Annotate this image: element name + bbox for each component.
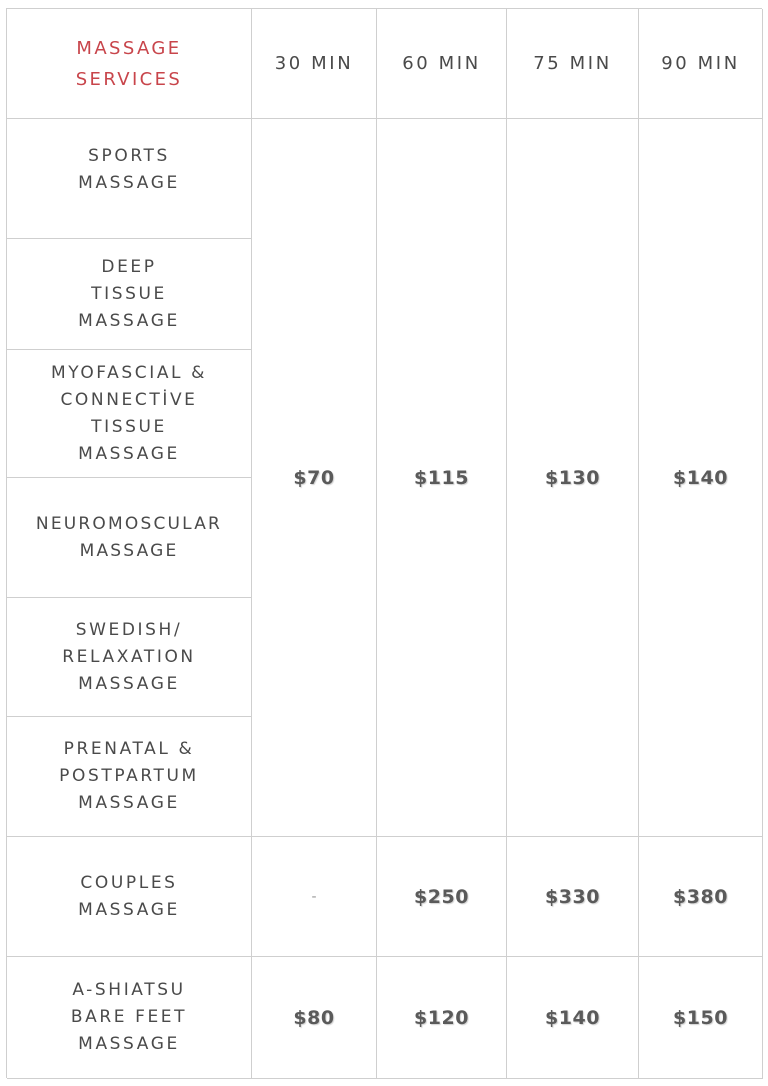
price-value: $115: [414, 466, 469, 489]
header-30-min: [252, 9, 377, 119]
service-name: SWEDISH/ RELAXATION MASSAGE: [62, 619, 196, 694]
service-prenatal-massage: [7, 717, 252, 837]
service-name: NEUROMOSCULAR MASSAGE: [35, 513, 223, 561]
price-unavailable: -: [311, 888, 317, 905]
service-deep-tissue-massage: [7, 239, 252, 350]
price-value: $70: [293, 466, 335, 489]
price-value: $120: [414, 1006, 469, 1029]
service-couples-massage: [7, 837, 252, 957]
header-60-min: [377, 9, 507, 119]
shiatsu-price-75: [507, 957, 639, 1079]
price-value: $80: [293, 1006, 335, 1029]
service-name: PRENATAL & POSTPARTUM MASSAGE: [59, 739, 199, 813]
service-name: MYOFASCIAL & CONNECTİVE TISSUE MASSAGE: [51, 362, 207, 464]
header-90-min: [639, 9, 763, 119]
price-value: $330: [545, 885, 600, 908]
price-value: $380: [673, 885, 728, 908]
grouped-price-60: [377, 119, 507, 837]
grouped-price-90: [639, 119, 763, 837]
service-name: A-SHIATSU BARE FEET MASSAGE: [70, 980, 188, 1054]
service-myofascial-massage: [7, 350, 252, 478]
price-value: $130: [545, 466, 600, 489]
service-name: SPORTS MASSAGE: [78, 145, 180, 193]
service-name: DEEP TISSUE MASSAGE: [78, 256, 180, 331]
header-75-min: [507, 9, 639, 119]
duration-90-label: 90 MIN: [661, 53, 740, 74]
duration-60-label: 60 MIN: [402, 53, 481, 74]
services-heading: MASSAGE SERVICES: [75, 37, 183, 90]
service-name: COUPLES MASSAGE: [78, 872, 180, 920]
shiatsu-price-60: [377, 957, 507, 1079]
grouped-price-75: [507, 119, 639, 837]
duration-75-label: 75 MIN: [533, 53, 612, 74]
shiatsu-price-30: [252, 957, 377, 1079]
header-services-cell: [7, 9, 252, 119]
price-value: $250: [414, 885, 469, 908]
service-swedish-massage: [7, 598, 252, 717]
shiatsu-price-90: [639, 957, 763, 1079]
couples-price-60: [377, 837, 507, 957]
duration-30-label: 30 MIN: [274, 53, 354, 74]
couples-price-30: [252, 837, 377, 957]
couples-price-75: [507, 837, 639, 957]
service-neuromoscular-massage: [7, 478, 252, 598]
grouped-price-30: [252, 119, 377, 837]
price-value: $140: [545, 1006, 600, 1029]
couples-price-90: [639, 837, 763, 957]
price-table: [6, 8, 762, 1078]
service-sports-massage: [7, 119, 252, 239]
service-shiatsu-massage: [7, 957, 252, 1079]
price-value: $140: [673, 466, 728, 489]
price-value: $150: [673, 1006, 728, 1029]
